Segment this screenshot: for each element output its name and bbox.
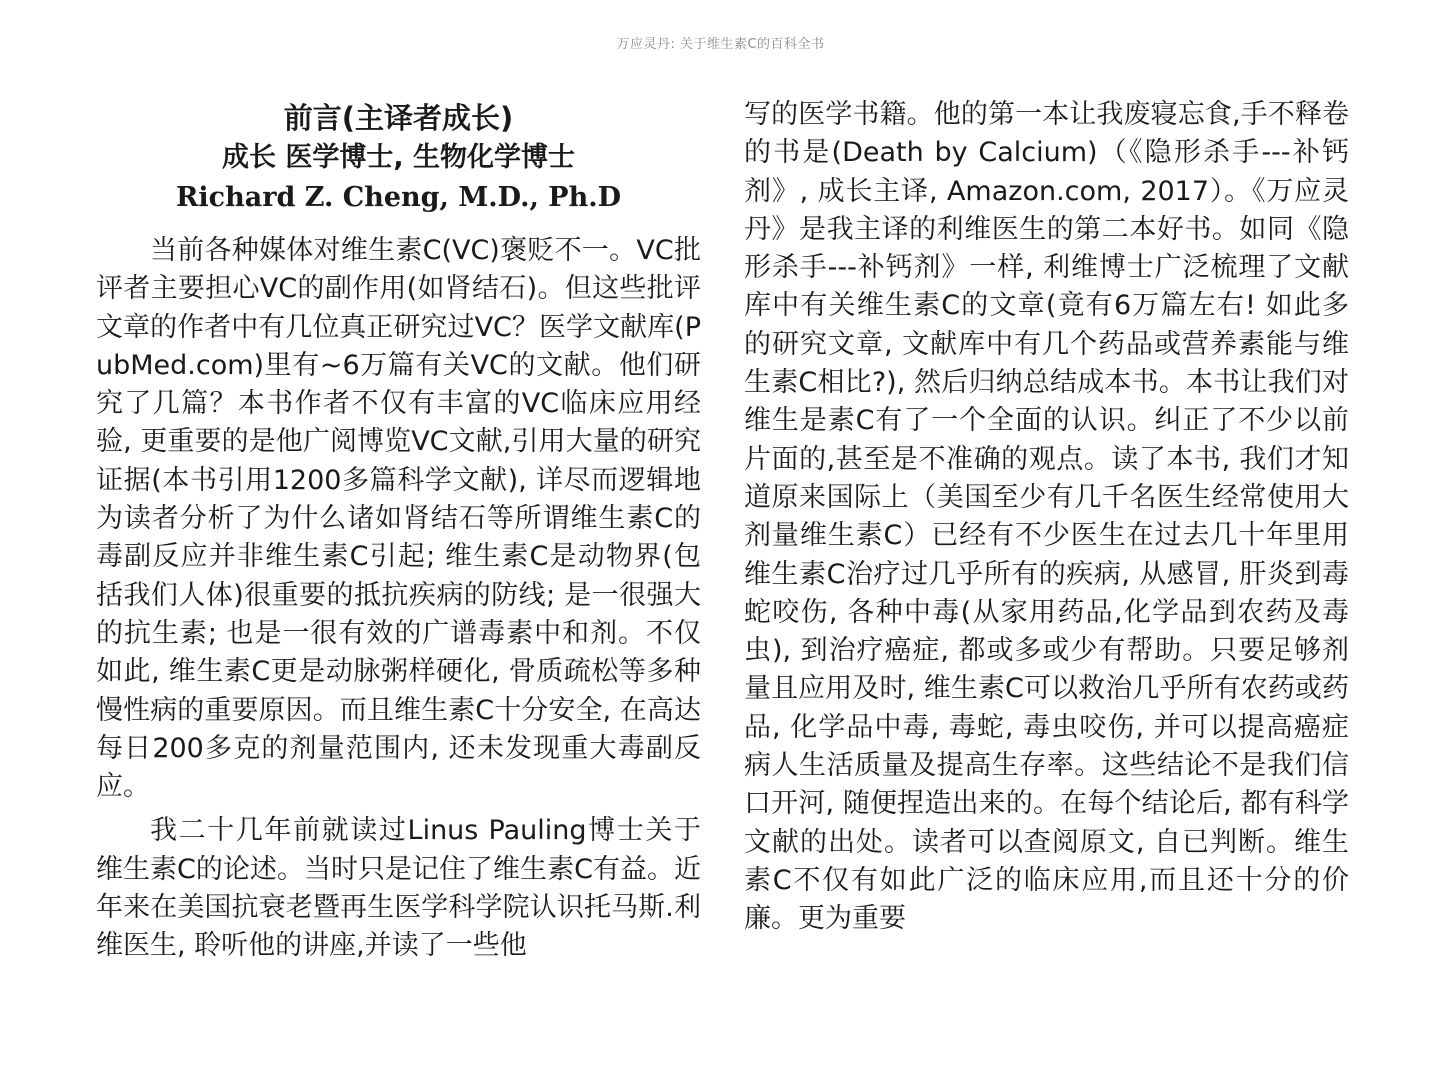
running-header: 万应灵丹: 关于维生素C的百科全书 — [616, 37, 825, 52]
preface-title-block — [96, 96, 701, 218]
body-paragraph-continued: 写的医学书籍。他的第一本让我废寝忘食,手不释卷的书是(Death by Calcium)（《隐形杀手---补钙剂》, 成长主译, Amazon.com, 2017）。《万应灵丹》是我主译的利维医生的第二本好书。如同《隐形杀手---补钙剂》一样, 利维博士广泛梳理了文献库中有关维生素C的文章(竟有6万篇左右! 如此多的研究文章, 文献库中有几个药品或营养素能与维生素C相比?), 然后归纳总结成本书。本书让我们对维生是素C有了一个全面的认识。纠正了不少以前片面的,甚至是不准确的观点。读了本书, 我们才知道原来国际上（美国至少有几千名医生经常使用大剂量维生素C）已经有不少医生在过去几十年里用维生素C治疗过几乎所有的疾病, 从感冒, 肝炎到毒蛇咬伤, 各种中毒(从家用药品,化学品到农药及毒虫), 到治疗癌症, 都或多或少有帮助。只要足够剂量且应用及时, 维生素C可以救治几乎所有农药或药品, 化学品中毒, 毒蛇, 毒虫咬伤, 并可以提高癌症病人生活质量及提高生存率。这些结论不是我们信口开河, 随便捏造出来的。在每个结论后, 都有科学文献的出处。读者可以查阅原文, 自已判断。维生素C不仅有如此广泛的临床应用,而且还十分的价廉。更为重要 — [744, 99, 1349, 935]
body-paragraph: 我二十几年前就读过Linus Pauling博士关于维生素C的论述。当时只是记住了维生素C有益。近年来在美国抗衰老暨再生医学科学院认识托马斯.利维医生, 聆听他的讲座,并读了一些他 — [96, 815, 701, 962]
author-name-english: Richard Z. Cheng, M.D., Ph.D — [175, 182, 622, 213]
left-column — [96, 96, 701, 972]
preface-title: 前言(主译者成长) — [283, 101, 514, 135]
right-column — [744, 96, 1349, 939]
author-name-chinese: 成长 医学博士, 生物化学博士 — [221, 142, 576, 173]
body-paragraph: 当前各种媒体对维生素C(VC)褒贬不一。VC批评者主要担心VC的副作用(如肾结石)。但这些批评文章的作者中有几位真正研究过VC？医学文献库(PubMed.com)里有~6万篇有关VC的文献。他们研究了几篇？本书作者不仅有丰富的VC临床应用经验, 更重要的是他广阅博览VC文献,引用大量的研究证据(本书引用1200多篇科学文献), 详尽而逻辑地为读者分析了为什么诸如肾结石等所谓维生素C的毒副反应并非维生素C引起; 维生素C是动物界(包括我们人体)很重要的抵抗疾病的防线; 是一很强大的抗生素; 也是一很有效的广谱毒素中和剂。不仅如此, 维生素C更是动脉粥样硬化, 骨质疏松等多种慢性病的重要原因。而且维生素C十分安全, 在高达每日200多克的剂量范围内, 还未发现重大毒副反应。 — [96, 235, 701, 803]
